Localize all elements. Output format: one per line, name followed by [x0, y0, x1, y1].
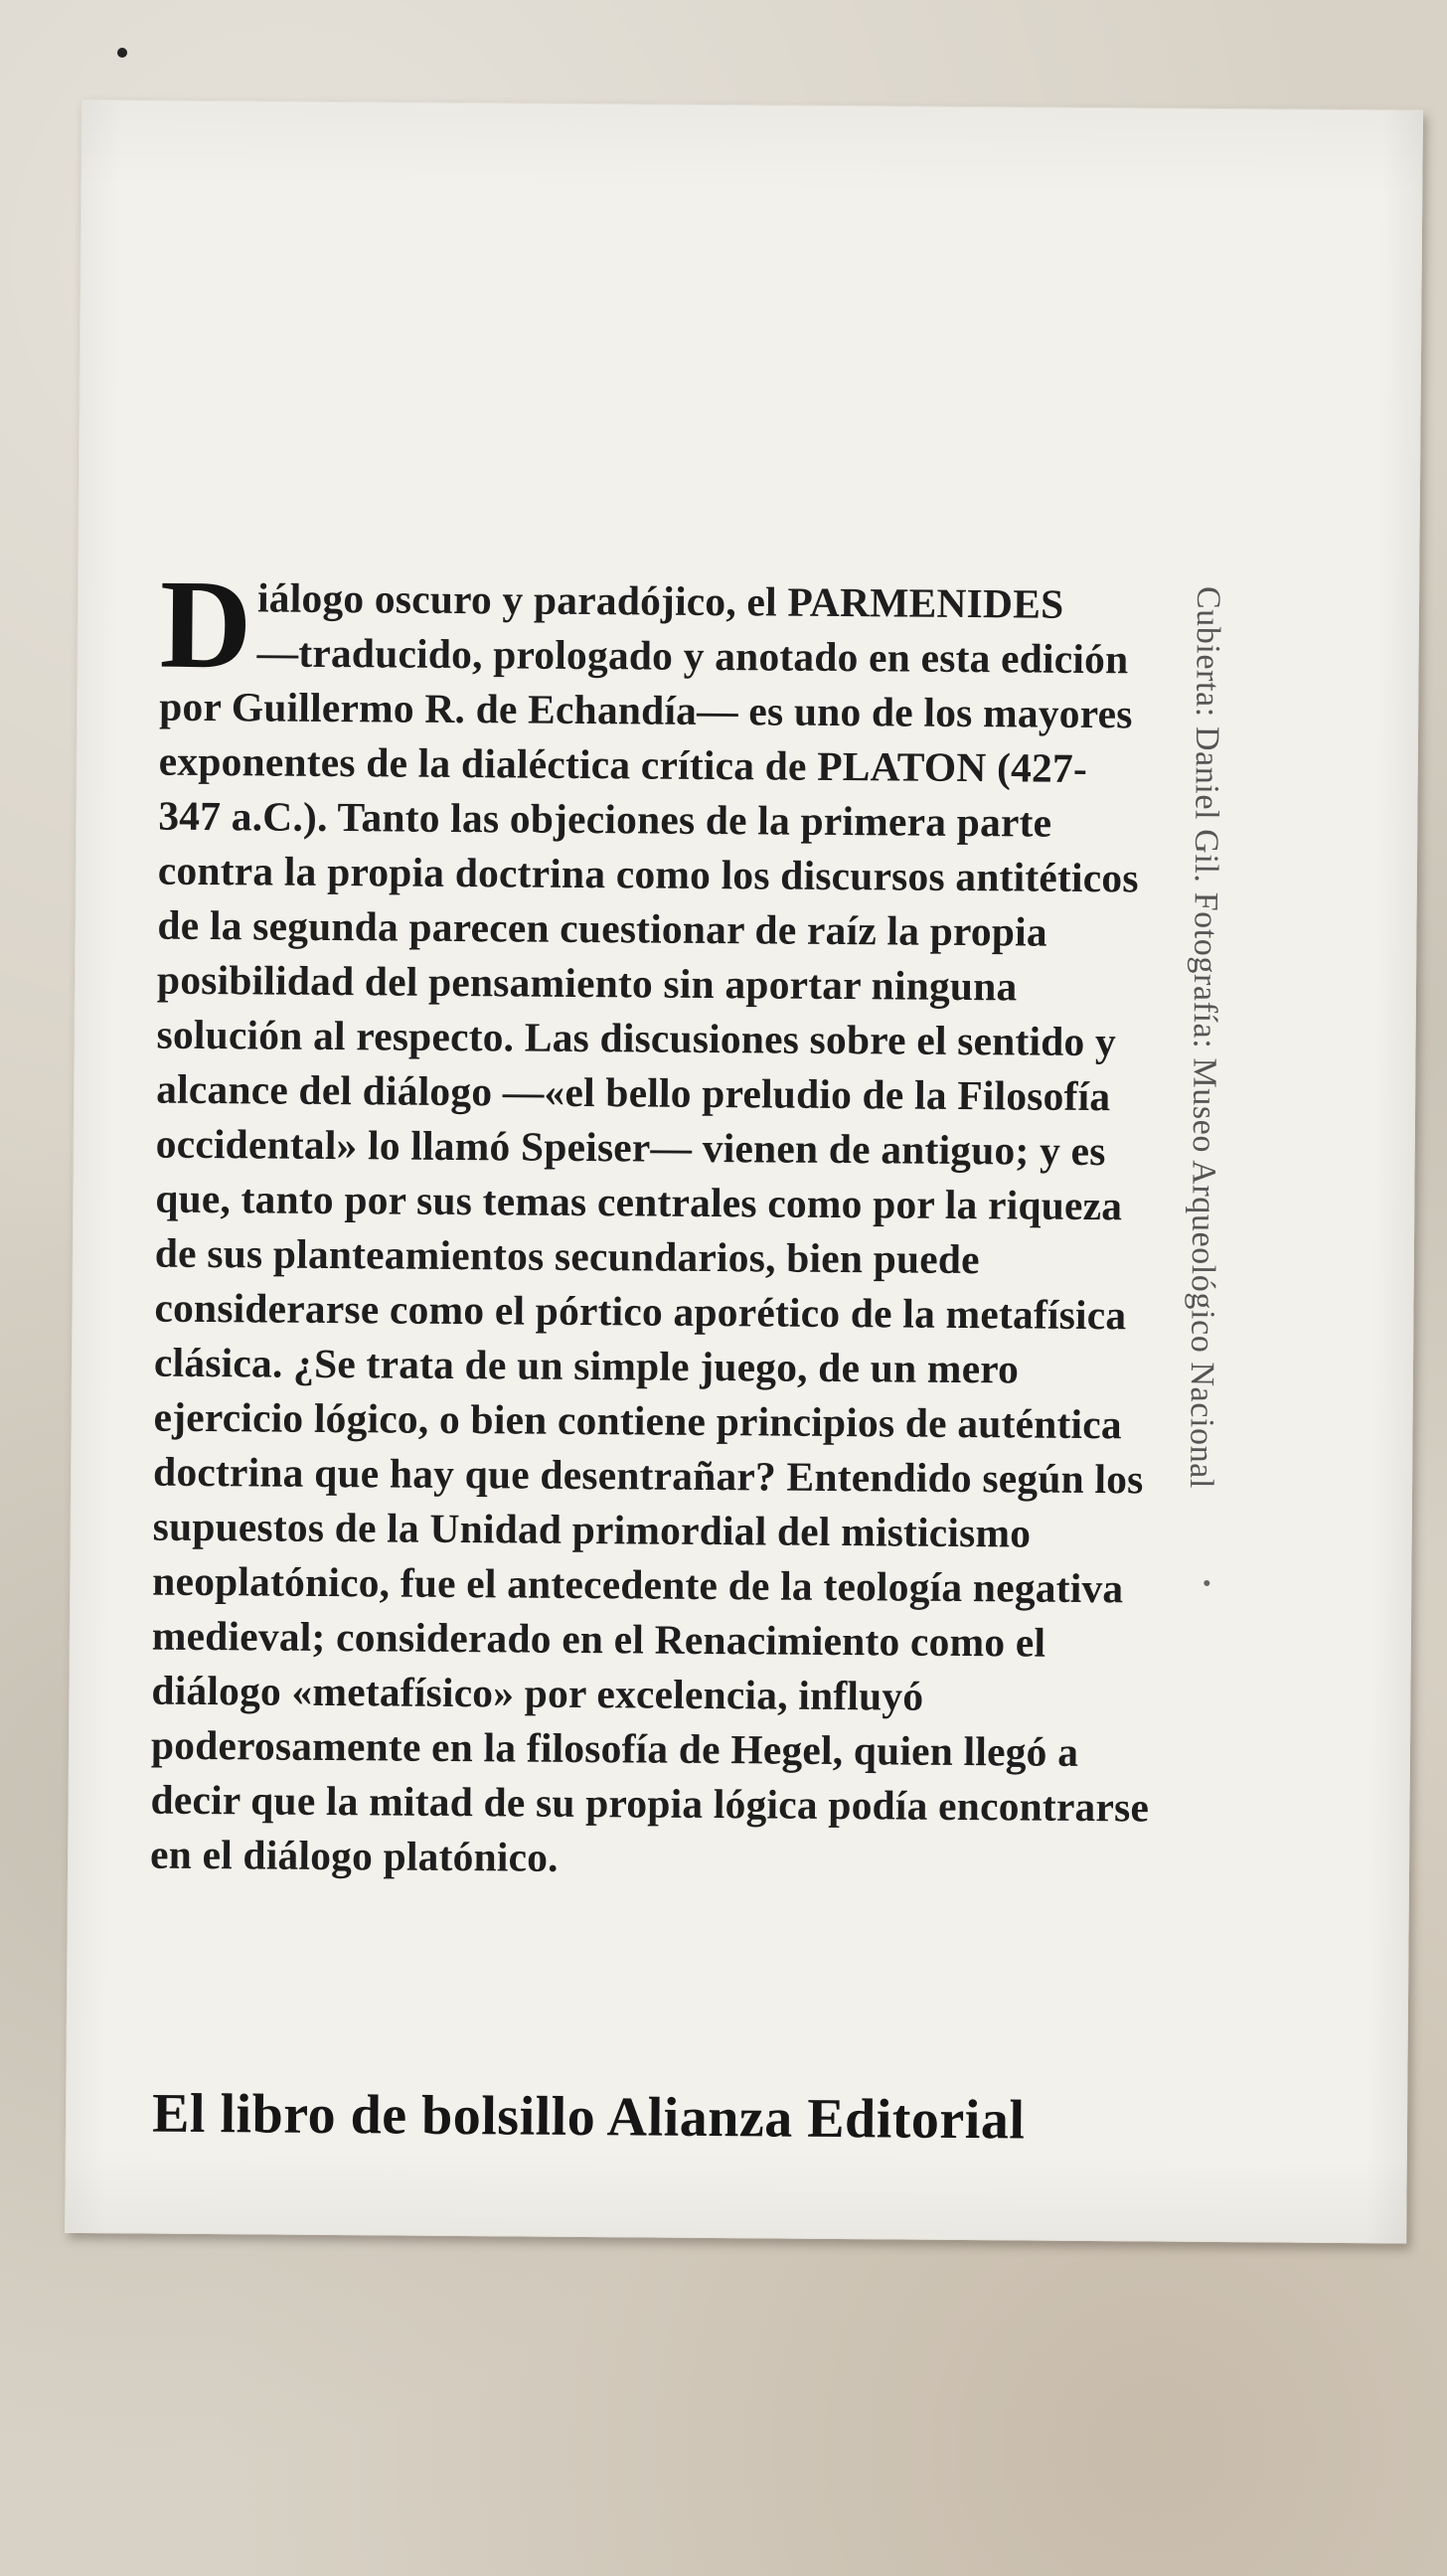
blurb-line: iálogo oscuro y paradójico, el PARMENIDES — [256, 574, 1064, 627]
blurb-line: de sus planteamientos secundarios, bien puede — [154, 1229, 980, 1283]
table-speck — [117, 48, 127, 58]
blurb-line: posibilidad del pensamiento sin aportar ninguna — [156, 956, 1018, 1010]
book-back-cover — [65, 99, 1423, 2244]
blurb-line: —traducido, prologado y anotado en esta edición — [256, 629, 1129, 683]
blurb-line: occidental» lo llamó Speiser— vienen de antiguo; y es — [155, 1120, 1106, 1175]
cover-credit: Cubierta: Daniel Gil. Fotografía: Museo Arqueológico Nacional — [1183, 585, 1227, 1490]
publisher-imprint: El libro de bolsillo Alianza Editorial — [151, 2082, 1026, 2152]
blurb-line: neoplatónico, fue el antecedente de la teología negativa — [152, 1557, 1124, 1612]
blurb-line: por Guillermo R. de Echandía— es uno de los mayores — [159, 683, 1133, 737]
blurb-line: solución al respecto. Las discusiones sobre el sentido y — [156, 1011, 1117, 1065]
credit-mark — [1204, 1580, 1209, 1586]
blurb-line: clásica. ¿Se trata de un simple juego, de un mero — [153, 1339, 1020, 1392]
blurb-text — [149, 553, 1215, 1890]
blurb-line: poderosamente en la filosofía de Hegel, quien llegó a — [150, 1721, 1079, 1775]
blurb-line: en el diálogo platónico. — [149, 1831, 559, 1880]
blurb-line: doctrina que hay que desentrañar? Entendido según los — [152, 1448, 1144, 1503]
blurb-line: supuestos de la Unidad primordial del misticismo — [152, 1503, 1032, 1556]
blurb-line: decir que la mitad de su propia lógica podía encontrarse — [150, 1776, 1150, 1831]
blurb-line: que, tanto por sus temas centrales como por la riqueza — [155, 1175, 1123, 1229]
blurb-line: medieval; considerado en el Renacimiento como el — [151, 1612, 1046, 1666]
blurb-line: ejercicio lógico, o bien contiene principios de auténtica — [153, 1393, 1122, 1448]
blurb-line: contra la propia doctrina como los discursos antitéticos — [157, 847, 1139, 901]
blurb-line: 347 a.C.). Tanto las objeciones de la primera parte — [158, 792, 1052, 846]
drop-cap: D — [159, 553, 253, 696]
blurb-line: considerarse como el pórtico aporético de la metafísica — [154, 1284, 1127, 1339]
blurb-line: diálogo «metafísico» por excelencia, influyó — [151, 1667, 924, 1719]
blurb-line: alcance del diálogo —«el bello preludio de la Filosofía — [156, 1065, 1111, 1120]
blurb-line: de la segunda parecen cuestionar de raíz la propia — [157, 901, 1048, 955]
blurb-line: exponentes de la dialéctica crítica de PLATON (427- — [158, 737, 1088, 791]
